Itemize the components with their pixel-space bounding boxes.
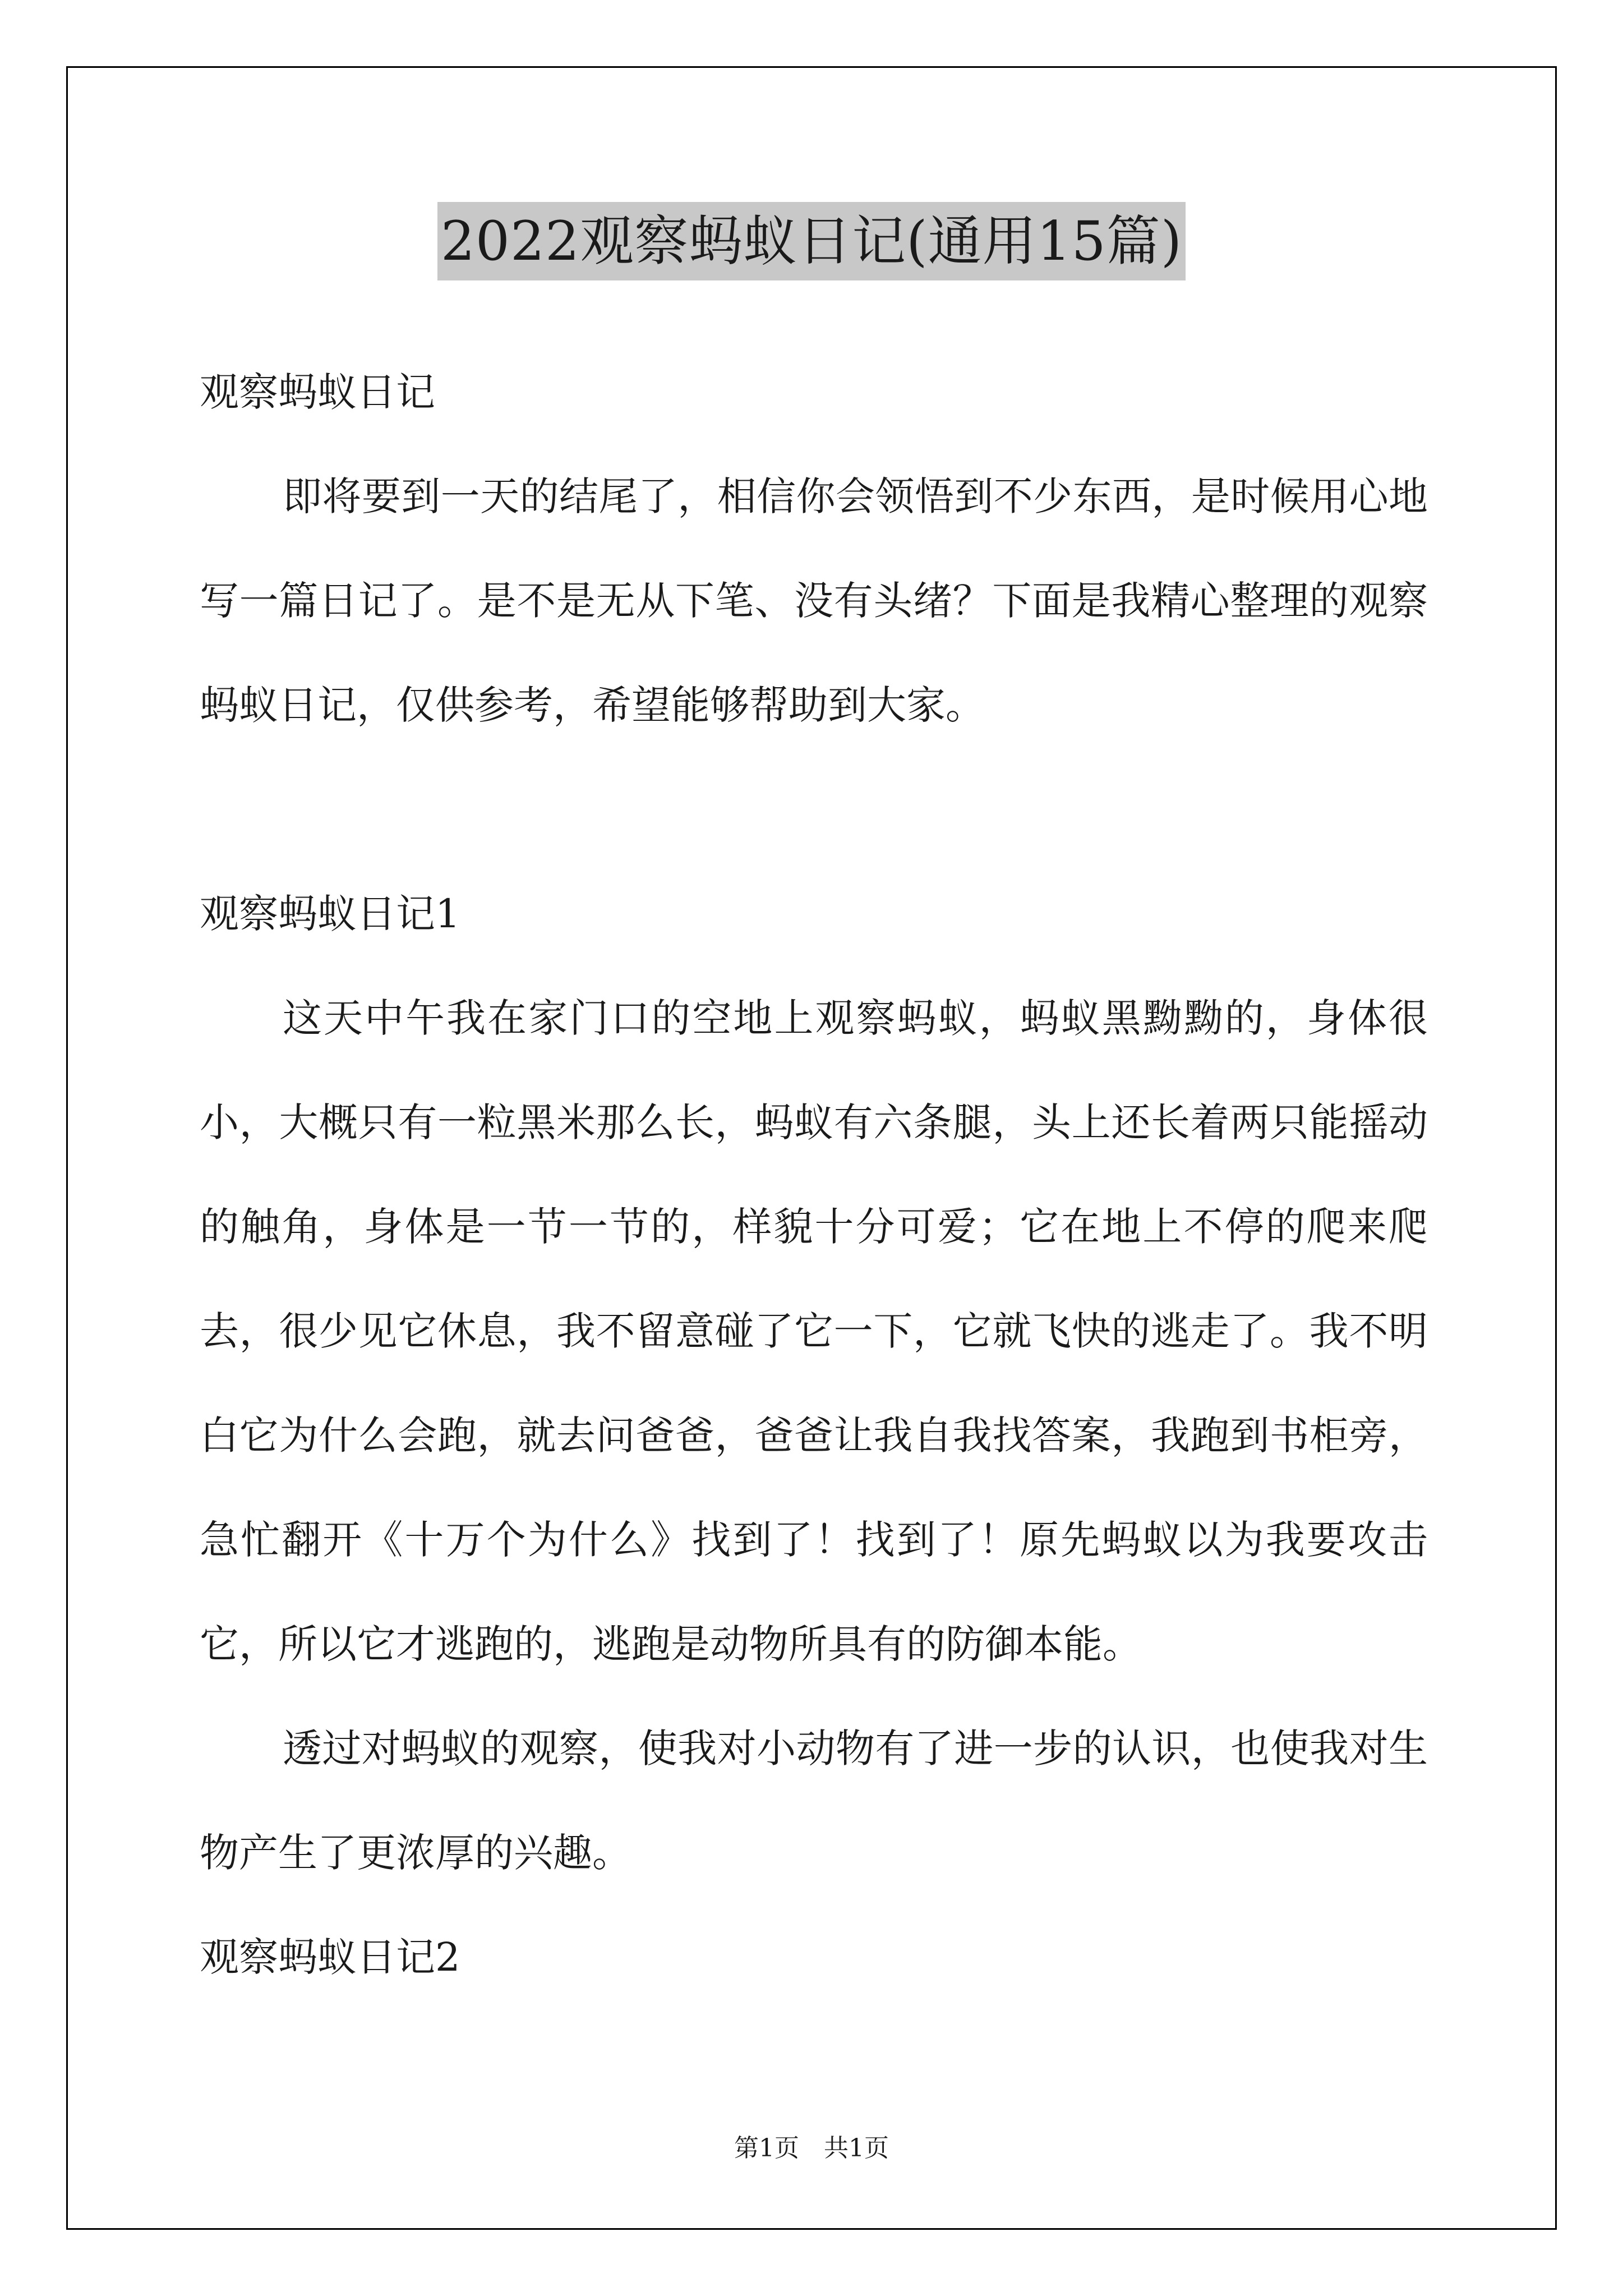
section-gap xyxy=(200,757,1428,862)
intro-heading: 观察蚂蚁日记 xyxy=(200,369,435,415)
document-title: 2022观察蚂蚁日记(通用15篇) xyxy=(437,202,1186,280)
section-heading-1: 观察蚂蚁日记1 xyxy=(200,891,460,937)
intro-paragraph: 即将要到一天的结尾了，相信你会领悟到不少东西，是时候用心地写一篇日记了。是不是无从下笔、没有头绪？下面是我精心整理的观察蚂蚁日记，仅供参考，希望能够帮助到大家。 xyxy=(200,473,1428,728)
section-heading-2: 观察蚂蚁日记2 xyxy=(200,1934,460,1980)
document-body xyxy=(200,340,1428,2009)
title-wrap xyxy=(0,202,1623,280)
section-1-paragraph-1: 这天中午我在家门口的空地上观察蚂蚁，蚂蚁黑黝黝的，身体很小，大概只有一粒黑米那么长，蚂蚁有六条腿，头上还长着两只能摇动的触角，身体是一节一节的，样貌十分可爱；它在地上不停的爬来爬去，很少见它休息，我不留意碰了它一下，它就飞快的逃走了。我不明白它为什么会跑，就去问爸爸，爸爸让我自我找答案，我跑到书柜旁，急忙翻开《十万个为什么》找到了！找到了！原先蚂蚁以为我要攻击它，所以它才逃跑的，逃跑是动物所具有的防御本能。 xyxy=(200,995,1428,1667)
page-footer: 第1页 共1页 xyxy=(734,2134,889,2162)
section-1-paragraph-2: 透过对蚂蚁的观察，使我对小动物有了进一步的认识，也使我对生物产生了更浓厚的兴趣。 xyxy=(200,1726,1428,1876)
